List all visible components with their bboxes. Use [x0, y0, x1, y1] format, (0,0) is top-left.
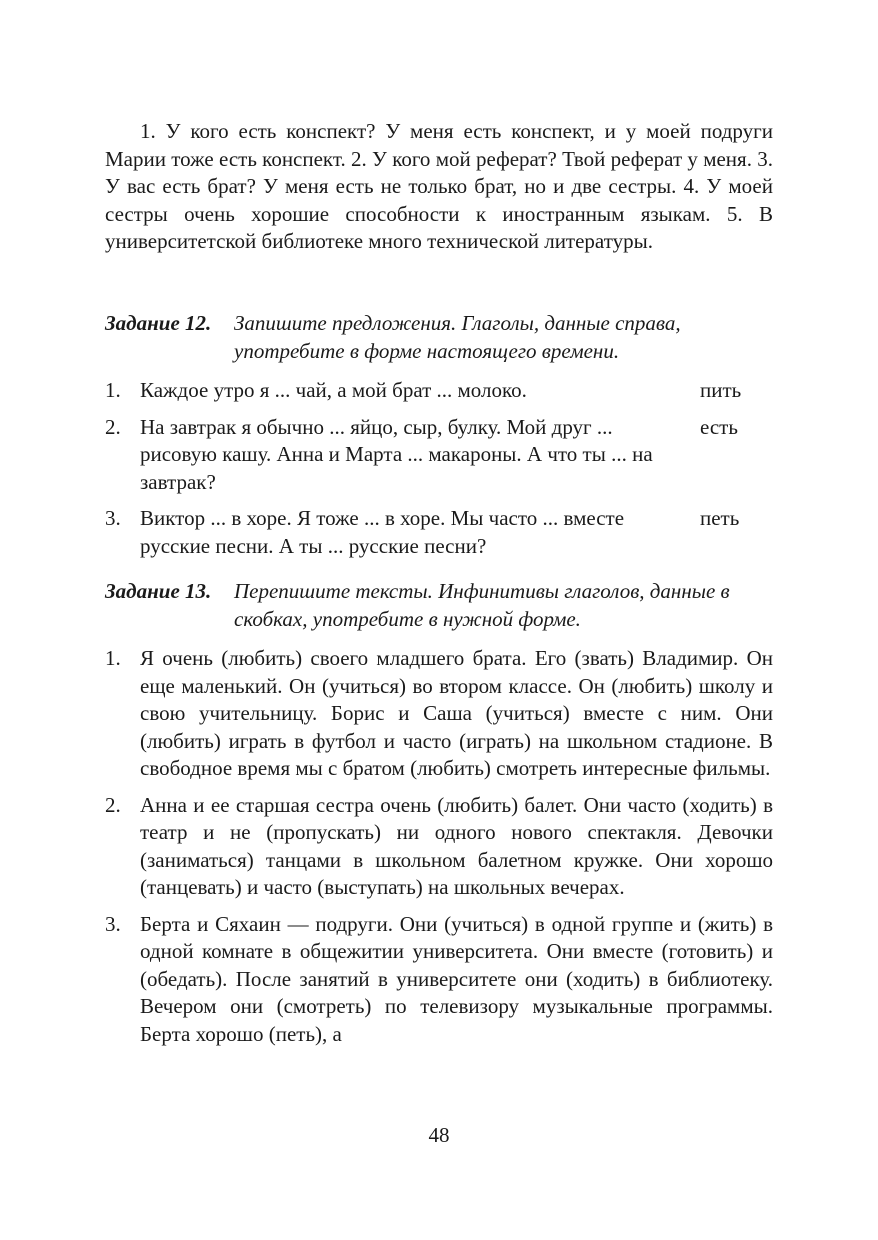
task-13-item [105, 911, 773, 1049]
item-number: 1. [105, 646, 121, 670]
task-13-item [105, 645, 773, 783]
task-12 [105, 310, 773, 569]
page-number: 48 [428, 1123, 450, 1147]
task-12-item [105, 377, 773, 405]
task-12-item [105, 505, 773, 560]
item-number: 2. [105, 414, 121, 439]
task-13-heading [105, 578, 773, 633]
task-13 [105, 578, 773, 1057]
item-text: Я очень (любить) своего младшего брата. Его (звать) Владимир. Он еще маленький. Он (учиться) во втором классе. Он (любить) школу и свою учительницу. Борис и Саша (учиться) вместе с ним. Они (любить) играть в футбол и часто (играть) на школьном стадионе. В свободное время мы с братом (любить) смотреть интересные фильмы. [140, 646, 773, 780]
intro-paragraph: 1. У кого есть конспект? У меня есть конспект, и у моей подруги Марии тоже есть конспект. 2. У кого мой реферат? Твой реферат у меня. 3. У вас есть брат? У меня есть не только брат, но и две сестры. 4. У моей сестры очень хорошие способности к иностранным языкам. 5. В университетской библиотеке много технической литературы. [105, 119, 773, 253]
item-number: 1. [105, 378, 121, 402]
task-12-instruction: Запишите предложения. Глаголы, данные справа, употребите в форме настоящего времени. [234, 311, 681, 363]
task-12-heading [105, 310, 773, 365]
item-number: 2. [105, 792, 121, 817]
item-text: Анна и ее старшая сестра очень (любить) балет. Они часто (ходить) в театр и не (пропускать) ни одного нового спектакля. Девочки (заниматься) танцами в школьном балетном кружке. Они хорошо (танцевать) и часто (выступать) на школьных вечерах. [140, 792, 773, 899]
item-text: На завтрак я обычно ... яйцо, сыр, булку. Мой друг ... рисовую кашу. Анна и Марта ... макароны. А что ты ... на завтрак? [140, 414, 653, 494]
item-text: Виктор ... в хоре. Я тоже ... в хоре. Мы часто ... вместе русские песни. А ты ... русские песни? [140, 506, 625, 558]
item-verb: петь [700, 506, 740, 530]
task-13-instruction: Перепишите тексты. Инфинитивы глаголов, данные в скобках, употребите в нужной форме. [234, 579, 730, 631]
task-13-item [105, 792, 773, 902]
item-text: Берта и Сяхаин — подруги. Они (учиться) в одной группе и (жить) в одной комнате в общежитии университета. Они вместе (готовить) и (обедать). После занятий в университете они (ходить) в библиотеку. Вечером они (смотреть) по телевизору музыкальные программы. Берта хорошо (петь), а [140, 911, 773, 1046]
item-number: 3. [105, 506, 121, 530]
task-12-item [105, 414, 773, 497]
item-verb: пить [700, 378, 742, 402]
item-number: 3. [105, 911, 121, 936]
task-13-label: Задание 13. [105, 579, 212, 603]
task-12-label: Задание 12. [105, 311, 212, 335]
intro-paragraph-block [105, 118, 773, 256]
item-verb: есть [700, 414, 738, 439]
item-text: Каждое утро я ... чай, а мой брат ... молоко. [140, 378, 527, 402]
